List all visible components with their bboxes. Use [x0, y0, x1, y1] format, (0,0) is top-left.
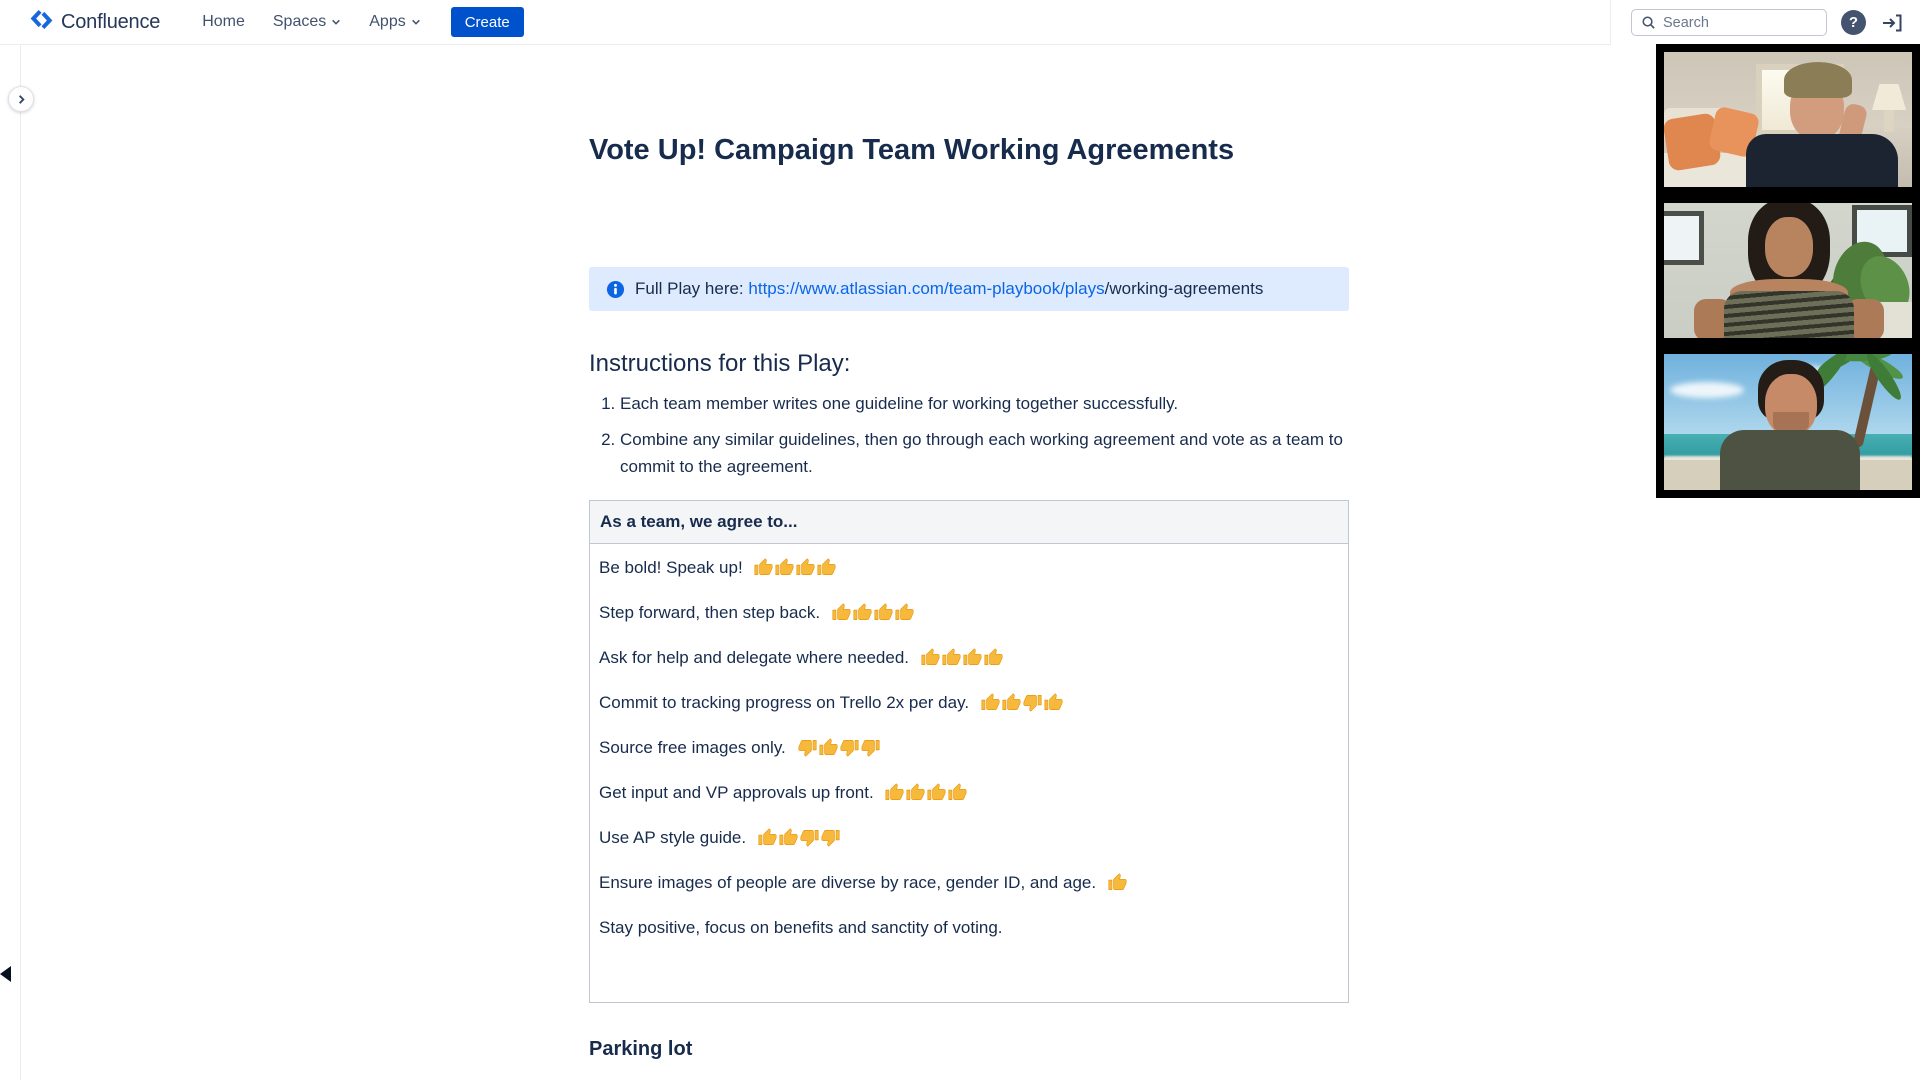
nav-item-spaces[interactable]: [273, 13, 341, 31]
confluence-logo-icon: [30, 8, 53, 36]
thumbs-up-icon: [981, 693, 1000, 712]
create-button[interactable]: Create: [451, 7, 524, 37]
video-call-overlay: [1656, 44, 1920, 498]
thumbs-up-icon: [1002, 693, 1021, 712]
video-participant-2[interactable]: [1656, 195, 1920, 346]
thumbs-up-icon: [779, 828, 798, 847]
agreement-text: Stay positive, focus on benefits and sanctity of voting.: [599, 918, 1003, 937]
navbar-right: [1610, 0, 1920, 45]
thumbs-up-icon: [819, 738, 838, 757]
agreement-text: Use AP style guide.: [599, 828, 751, 847]
thumbs-up-icon: [921, 648, 940, 667]
vote-icons: [919, 648, 1003, 667]
agreement-text: Step forward, then step back.: [599, 603, 825, 622]
thumbs-up-icon: [948, 783, 967, 802]
top-navbar: [0, 0, 1920, 45]
instructions-list: [589, 390, 1347, 489]
agreement-text: Ensure images of people are diverse by race, gender ID, and age.: [599, 873, 1101, 892]
vote-icons: [830, 603, 914, 622]
thumbs-up-icon: [832, 603, 851, 622]
table-row: [599, 600, 1339, 625]
thumbs-up-icon: [885, 783, 904, 802]
thumbs-up-icon: [1108, 873, 1127, 892]
sidebar-divider: [20, 45, 21, 1080]
participant-video: [1664, 354, 1912, 490]
playbook-link[interactable]: https://www.atlassian.com/team-playbook/plays: [748, 279, 1105, 298]
vote-icons: [979, 693, 1063, 712]
info-prefix: Full Play here:: [635, 279, 749, 298]
thumbs-up-icon: [874, 603, 893, 622]
instruction-step: 1. Each team member writes one guideline for working together successfully.: [620, 390, 1347, 417]
search-input[interactable]: [1663, 15, 1803, 31]
thumbs-up-icon: [984, 648, 1003, 667]
thumbs-up-icon: [817, 558, 836, 577]
thumbs-down-icon: [861, 738, 880, 757]
thumbs-up-icon: [758, 828, 777, 847]
nav-items: [202, 13, 421, 31]
mouse-cursor: [0, 966, 11, 982]
page-title: Vote Up! Campaign Team Working Agreements: [589, 134, 1235, 166]
vote-icons: [756, 828, 840, 847]
parking-lot-heading: Parking lot: [589, 1038, 693, 1060]
info-text: [635, 279, 1263, 299]
table-row: [599, 915, 1339, 940]
agreement-text: Be bold! Speak up!: [599, 558, 748, 577]
table-row: [599, 780, 1339, 805]
agreement-text: Source free images only.: [599, 738, 791, 757]
help-button[interactable]: [1841, 10, 1866, 35]
thumbs-up-icon: [895, 603, 914, 622]
agreements-body: [590, 544, 1349, 1003]
chevron-down-icon: [331, 17, 341, 27]
info-icon: [606, 280, 625, 299]
thumbs-up-icon: [775, 558, 794, 577]
vote-icons: [883, 783, 967, 802]
thumbs-down-icon: [798, 738, 817, 757]
table-row: [599, 555, 1339, 580]
thumbs-up-icon: [853, 603, 872, 622]
vote-icons: [1106, 873, 1127, 892]
thumbs-up-icon: [927, 783, 946, 802]
thumbs-down-icon: [840, 738, 859, 757]
table-row: [599, 825, 1339, 850]
info-panel: [589, 267, 1349, 311]
nav-item-home[interactable]: [202, 13, 245, 31]
thumbs-up-icon: [942, 648, 961, 667]
table-row: [599, 735, 1339, 760]
thumbs-down-icon: [800, 828, 819, 847]
sign-in-button[interactable]: [1880, 11, 1904, 35]
video-participant-3[interactable]: [1656, 346, 1920, 498]
agreement-text: Get input and VP approvals up front.: [599, 783, 879, 802]
agreement-text: Ask for help and delegate where needed.: [599, 648, 914, 667]
nav-item-label: Home: [202, 13, 245, 30]
thumbs-up-icon: [906, 783, 925, 802]
participant-video: [1664, 203, 1912, 338]
thumbs-up-icon: [754, 558, 773, 577]
nav-item-apps[interactable]: [369, 13, 420, 31]
instructions-heading: Instructions for this Play:: [589, 350, 851, 377]
sign-in-icon: [1880, 11, 1904, 35]
thumbs-down-icon: [1023, 693, 1042, 712]
help-glyph: ?: [1848, 14, 1859, 31]
brand-name: Confluence: [61, 10, 161, 33]
nav-item-label: Apps: [369, 13, 406, 30]
expand-sidebar-button[interactable]: [8, 86, 34, 112]
thumbs-up-icon: [1044, 693, 1063, 712]
agreement-text: Commit to tracking progress on Trello 2x per day.: [599, 693, 974, 712]
agreements-table: [589, 500, 1349, 1003]
search-box[interactable]: [1631, 9, 1827, 36]
thumbs-up-icon: [796, 558, 815, 577]
thumbs-down-icon: [821, 828, 840, 847]
vote-icons: [796, 738, 880, 757]
table-header: As a team, we agree to...: [590, 501, 1349, 544]
chevron-down-icon: [411, 17, 421, 27]
instruction-step: 2. Combine any similar guidelines, then go through each working agreement and vote as a team to commit to the agreement.: [620, 426, 1347, 480]
chevron-right-icon: [16, 94, 27, 105]
confluence-logo[interactable]: [30, 8, 160, 36]
participant-video: [1664, 52, 1912, 187]
thumbs-up-icon: [963, 648, 982, 667]
video-participant-1[interactable]: [1656, 44, 1920, 195]
table-row: [599, 690, 1339, 715]
search-icon: [1641, 15, 1656, 30]
table-row: [599, 870, 1339, 895]
vote-icons: [752, 558, 836, 577]
nav-item-label: Spaces: [272, 13, 327, 30]
table-row: [599, 645, 1339, 670]
info-suffix: /working-agreements: [1104, 279, 1264, 298]
